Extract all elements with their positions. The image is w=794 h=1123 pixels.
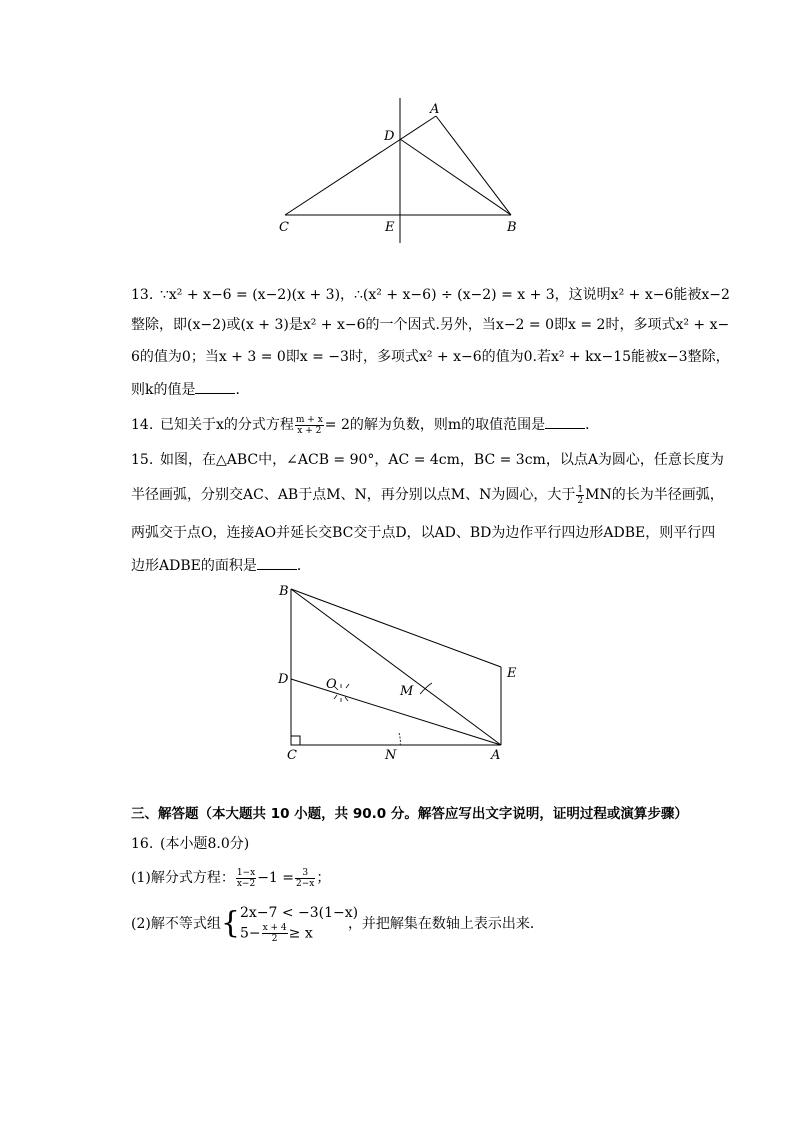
label-n: N xyxy=(385,748,397,763)
q15-answer-blank[interactable] xyxy=(257,557,297,570)
section-3-heading: 三、解答题（本大题共 10 小题，共 90.0 分。解答应写出文字说明，证明过程或演算步骤） xyxy=(131,806,688,822)
right-angle-marker xyxy=(291,736,300,745)
q16-p1-frac1-den: x−2 xyxy=(236,878,256,889)
q16-ineq2-frac-den: 2 xyxy=(271,934,278,944)
q16-part2-end: ，并把解集在数轴上表示出来． xyxy=(347,915,544,932)
q14-answer-blank[interactable] xyxy=(545,416,585,429)
q13-line4 xyxy=(131,381,249,398)
q16-brace: { xyxy=(220,905,240,941)
label-b2: B xyxy=(279,584,289,599)
q13-line2: 整除，即(x−2)或(x + 3)是x² + x−6的一个因式.另外，当x−2 = 0即x = 2时，多项式x² + x− xyxy=(131,317,730,333)
label-m: M xyxy=(400,684,414,699)
segment-ba xyxy=(291,589,501,745)
q13-number: 13. xyxy=(131,287,154,303)
q16-p1-frac2 xyxy=(295,868,315,889)
q16-title: (本小题8.0分) xyxy=(160,836,250,852)
q13-line1 xyxy=(131,287,730,303)
q16-ineq2-a: 5− xyxy=(239,925,261,942)
label-e2: E xyxy=(507,666,517,681)
q15-half-fraction xyxy=(576,485,584,506)
q14-before: 已知关于x的分式方程 xyxy=(160,417,294,433)
q16-ineq1: 2x−7 < −3(1−x) xyxy=(239,905,359,921)
label-c2: C xyxy=(287,748,297,763)
label-b: B xyxy=(507,220,517,235)
q15-line2 xyxy=(131,483,724,507)
q16-ineq2 xyxy=(240,923,348,944)
q15-number: 15. xyxy=(131,452,154,468)
q16-part1 xyxy=(131,866,330,890)
q16-p1-frac1-num: 1−x xyxy=(236,867,256,878)
q14-frac-den: x + 2 xyxy=(297,425,322,436)
q16-p1-end: ； xyxy=(316,870,331,886)
q14-number: 14. xyxy=(131,417,154,433)
q16-part1-label: (1)解分式方程： xyxy=(131,870,235,886)
q15-text-2b: MN的长为半径画弧， xyxy=(585,487,724,503)
q16-p1-frac2-den: 2−x xyxy=(296,878,315,889)
q16-ineq2-b: ≥ x xyxy=(288,925,313,942)
q15-half-num: 1 xyxy=(577,484,584,495)
figure-2-parallelogram xyxy=(270,578,530,768)
q15-text-2a: 半径画弧，分别交AC、AB于点M、N，再分别以点M、N为圆心，大于 xyxy=(131,487,576,503)
q16-number: 16. xyxy=(131,836,154,852)
q16-p1-frac2-num: 3 xyxy=(295,868,315,879)
q13-text-1: ∵x² + x−6 = (x−2)(x + 3)，∴(x² + x−6) ÷ (x−2) = x + 3，这说明x² + x−6能被x−2 xyxy=(160,287,730,303)
q15-text-4: 边形ADBE的面积是 xyxy=(131,558,257,574)
label-e: E xyxy=(385,220,395,235)
q14-fraction xyxy=(295,415,324,436)
q16-ineq2-frac-num: x + 4 xyxy=(262,923,287,933)
q15-half-den: 2 xyxy=(577,495,584,506)
q16-header xyxy=(131,836,249,852)
label-a: A xyxy=(430,102,440,117)
q14-after: = 2的解为负数，则m的取值范围是 xyxy=(324,417,546,433)
label-a2: A xyxy=(491,748,501,763)
figure-1-triangle xyxy=(270,95,530,245)
q15-line4 xyxy=(131,557,311,574)
q13-end: ． xyxy=(235,382,250,398)
segment-ca xyxy=(285,116,436,215)
label-o: O xyxy=(326,677,337,692)
q16-part2-label: (2)解不等式组 xyxy=(131,915,221,932)
segment-db xyxy=(400,139,511,215)
label-d: D xyxy=(384,129,395,144)
q15-line3: 两弧交于点O，连接AO并延长交BC交于点D，以AD、BD为边作平行四边形ADBE，则平行四 xyxy=(131,525,716,541)
q13-line3: 6的值为0；当x + 3 = 0即x = −3时，多项式x² + x−6的值为0.若x² + kx−15能被x−3整除， xyxy=(131,349,730,365)
label-d2: D xyxy=(278,672,289,687)
arc-mark-n xyxy=(399,733,400,746)
segment-be xyxy=(291,589,501,667)
segment-da xyxy=(291,679,501,745)
q15-end: ． xyxy=(296,558,311,574)
q16-ineq2-frac xyxy=(262,923,288,944)
q14-end: ． xyxy=(585,417,600,433)
q15-text-1: 如图，在△ABC中，∠ACB = 90°，AC = 4cm，BC = 3cm，以点A为圆心，任意长度为 xyxy=(160,452,724,468)
q15-line1 xyxy=(131,452,724,468)
q16-inequality-system xyxy=(239,903,359,944)
label-c: C xyxy=(279,220,289,235)
q13-text-4: 则k的值是 xyxy=(131,382,196,398)
q16-p1-frac1 xyxy=(236,868,256,889)
q14-frac-num: m + x xyxy=(295,414,323,425)
q16-p1-mid: −1 = xyxy=(257,870,295,886)
q13-answer-blank[interactable] xyxy=(195,381,235,394)
q14-line xyxy=(131,413,599,437)
segment-ab xyxy=(436,116,511,215)
q16-part2 xyxy=(131,903,544,944)
